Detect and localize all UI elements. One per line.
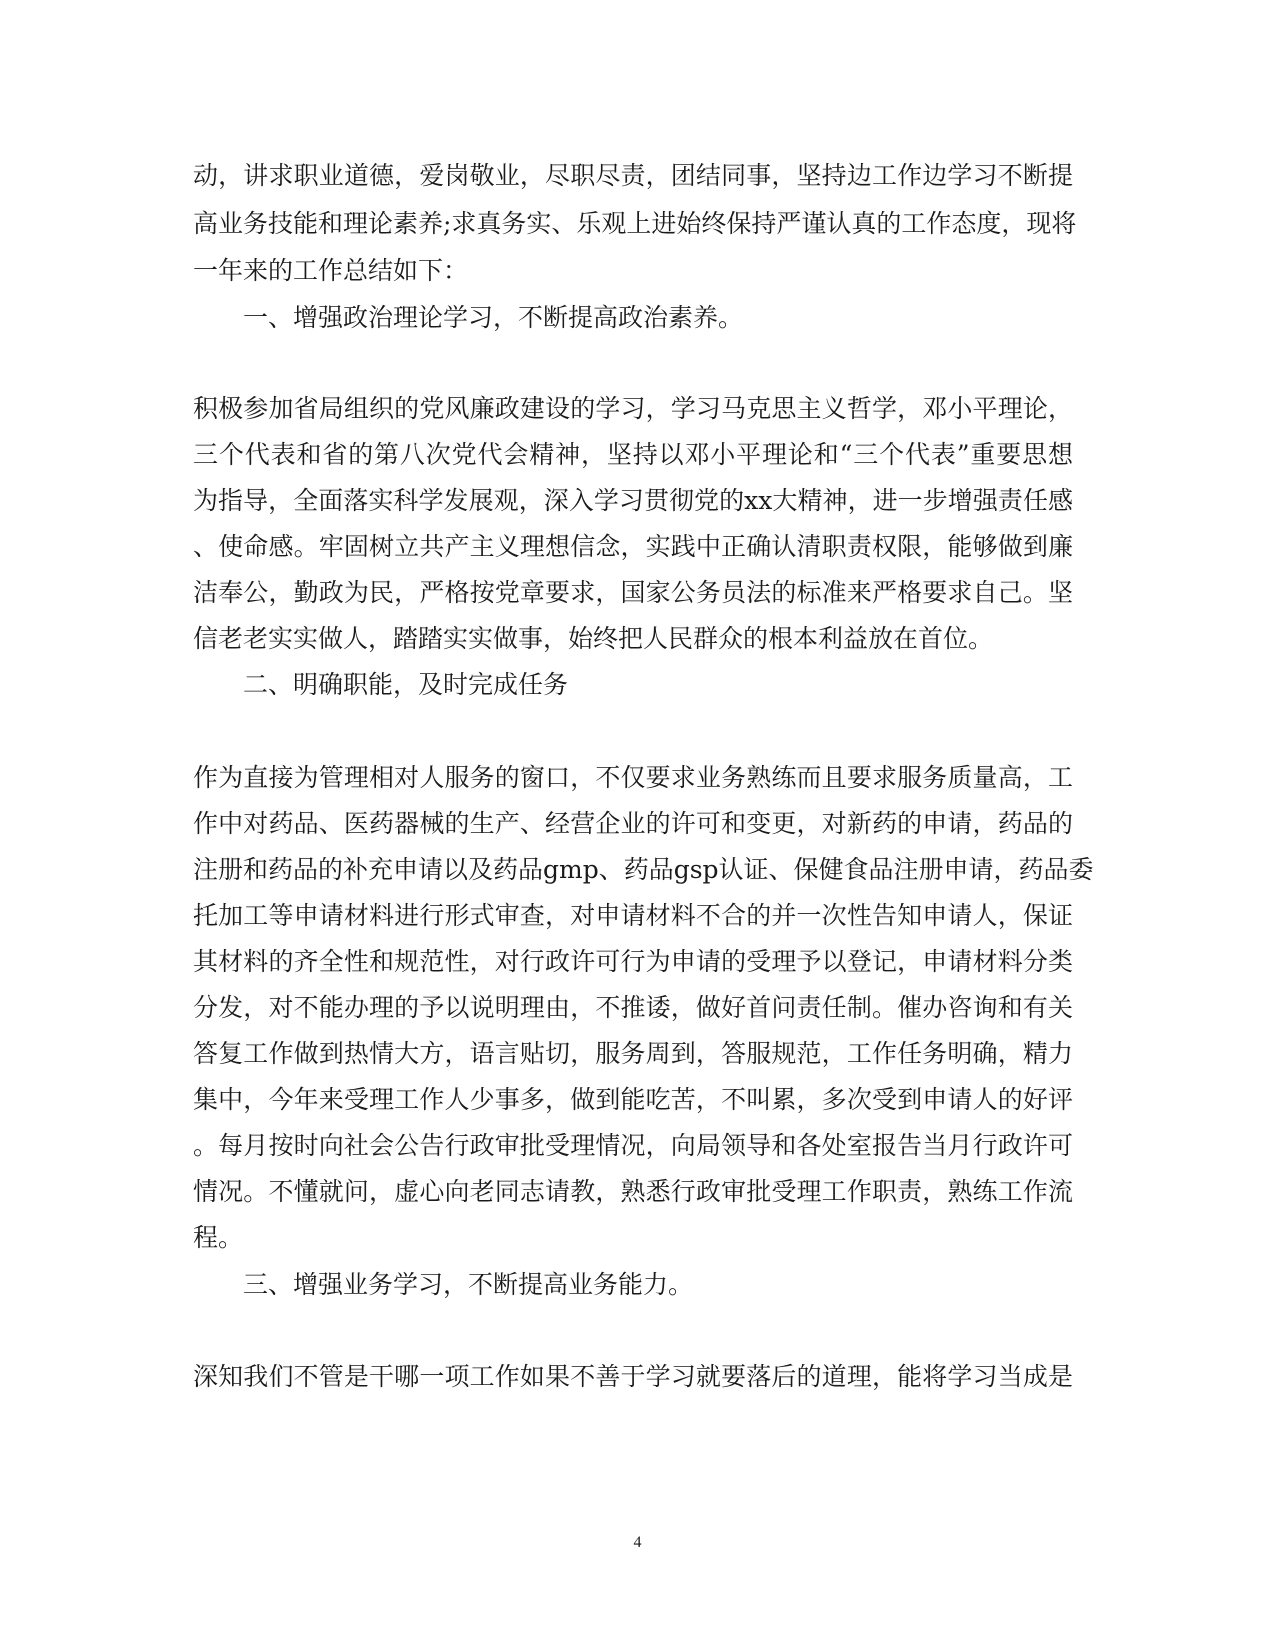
paragraph-3-line-5: 其材料的齐全性和规范性，对行政许可行为申请的受理予以登记，申请材料分类 (193, 947, 1073, 976)
paragraph-3-line-6: 分发，对不能办理的予以说明理由，不推诿，做好首问责任制。催办咨询和有关 (193, 993, 1073, 1022)
paragraph-2-line-5: 洁奉公，勤政为民，严格按党章要求，国家公务员法的标准来严格要求自己。坚 (193, 578, 1073, 607)
section-heading-2: 二、明确职能，及时完成任务 (243, 670, 569, 699)
paragraph-2-line-4: 、使命感。牢固树立共产主义理想信念，实践中正确认清职责权限，能够做到廉 (193, 532, 1073, 561)
paragraph-3-line-4: 托加工等申请材料进行形式审查，对申请材料不合的并一次性告知申请人，保证 (193, 901, 1073, 930)
section-heading-3: 三、增强业务学习，不断提高业务能力。 (243, 1270, 694, 1299)
paragraph-3-line-8: 集中，今年来受理工作人少事多，做到能吃苦，不叫累，多次受到申请人的好评 (193, 1085, 1073, 1114)
paragraph-1-line-2: 高业务技能和理论素养;求真务实、乐观上进始终保持严谨认真的工作态度，现将 (193, 209, 1077, 238)
paragraph-3-line-10: 情况。不懂就问，虚心向老同志请教，熟悉行政审批受理工作职责，熟练工作流 (193, 1177, 1073, 1206)
section-heading-1: 一、增强政治理论学习，不断提高政治素养。 (243, 303, 744, 332)
paragraph-3-line-11: 程。 (193, 1223, 244, 1252)
paragraph-3-line-3: 注册和药品的补充申请以及药品gmp、药品gsp认证、保健食品注册申请，药品委 (193, 855, 1094, 884)
paragraph-2-line-6: 信老老实实做人，踏踏实实做事，始终把人民群众的根本利益放在首位。 (193, 624, 994, 653)
paragraph-4-line-1: 深知我们不管是干哪一项工作如果不善于学习就要落后的道理，能将学习当成是 (193, 1362, 1073, 1391)
page-number: 4 (633, 1534, 642, 1551)
paragraph-3-line-7: 答复工作做到热情大方，语言贴切，服务周到，答服规范，工作任务明确，精力 (193, 1039, 1073, 1068)
paragraph-1-line-3: 一年来的工作总结如下： (193, 256, 469, 285)
paragraph-3-line-2: 作中对药品、医药器械的生产、经营企业的许可和变更，对新药的申请，药品的 (193, 809, 1073, 838)
paragraph-2-line-1: 积极参加省局组织的党风廉政建设的学习，学习马克思主义哲学，邓小平理论， (193, 394, 1073, 423)
paragraph-3-line-9: 。每月按时向社会公告行政审批受理情况，向局领导和各处室报告当月行政许可 (193, 1131, 1073, 1160)
paragraph-2-line-2: 三个代表和省的第八次党代会精神，坚持以邓小平理论和“三个代表”重要思想 (193, 440, 1073, 469)
paragraph-3-line-1: 作为直接为管理相对人服务的窗口，不仅要求业务熟练而且要求服务质量高，工 (193, 763, 1073, 792)
paragraph-1-line-1: 动，讲求职业道德，爱岗敬业，尽职尽责，团结同事，坚持边工作边学习不断提 (193, 161, 1073, 190)
paragraph-2-line-3: 为指导，全面落实科学发展观，深入学习贯彻党的xx大精神，进一步增强责任感 (193, 486, 1073, 515)
